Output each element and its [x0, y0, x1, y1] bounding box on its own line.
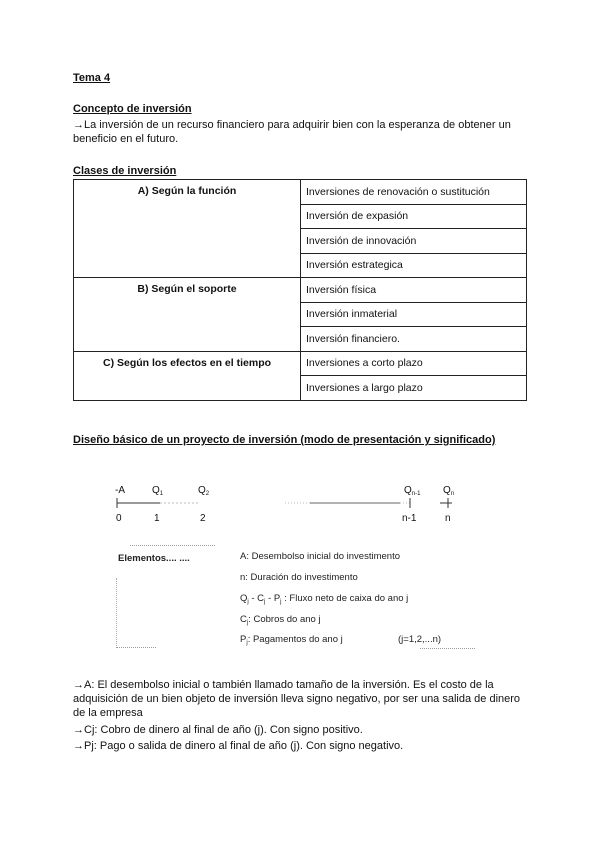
timeline-q: Q: [443, 485, 451, 496]
table-cell: Inversión física: [301, 278, 527, 303]
sub: j: [264, 599, 266, 605]
text: : Cobros do ano j: [248, 614, 321, 625]
timeline-axis: [110, 496, 470, 510]
table-row: [74, 351, 527, 376]
timeline-bottom-label: 0: [116, 513, 122, 524]
timeline-bottom-label: 2: [200, 513, 206, 524]
sym: Q: [240, 593, 248, 604]
group-label-c: C) Según los efectos en el tiempo: [74, 351, 301, 400]
divider: [116, 647, 156, 648]
timeline-bottom-label: 1: [154, 513, 160, 524]
text: : Fluxo neto de caixa do ano j: [281, 593, 409, 604]
group-label-b: B) Según el soporte: [74, 278, 301, 352]
timeline-bottom-label: n: [445, 513, 451, 524]
sub: j: [246, 620, 249, 626]
table-row: [74, 180, 527, 205]
timeline-sub: 1: [159, 491, 164, 497]
timeline-q: Q: [152, 485, 160, 496]
table-cell: Inversión estrategica: [301, 253, 527, 278]
clases-table: [73, 179, 527, 401]
table-cell: Inversión inmaterial: [301, 302, 527, 327]
elemento-range: (j=1,2,...n): [398, 634, 442, 645]
timeline-bottom-label: n-1: [402, 513, 417, 524]
timeline-sub: n-1: [411, 491, 421, 497]
sym: - P: [265, 593, 281, 604]
sub: j: [280, 599, 282, 605]
elementos-label: Elementos.... ....: [118, 553, 190, 564]
divider: [420, 648, 475, 649]
timeline-sub: n: [450, 491, 455, 497]
sub: j: [246, 640, 248, 646]
definicion-cj: →Cj: Cobro de dinero al final de año (j). Con signo positivo.: [73, 724, 363, 736]
text: : Pagamentos do ano j: [247, 634, 343, 645]
sym: C: [240, 614, 247, 625]
elemento-p: [240, 634, 343, 646]
definicion-a: →A: El desembolso inicial o también llamado tamaño de la inversión. Es el costo de la adquisición de un bien objeto de inversión lleva signo negativo, por ser una salida de dinero de la empresa: [73, 679, 521, 719]
definicion-pj: →Pj: Pago o salida de dinero al final de año (j). Con signo negativo.: [73, 740, 404, 752]
sub: j: [247, 599, 249, 605]
timeline-q: Q: [198, 485, 206, 496]
timeline-q: Q: [404, 485, 412, 496]
elemento-c: [240, 614, 321, 626]
divider: [130, 545, 215, 546]
sym: P: [240, 634, 247, 645]
concepto-text: →La inversión de un recurso financiero para adquirir bien con la esperanza de obtener un beneficio en el futuro.: [73, 119, 511, 145]
concepto-heading: Concepto de inversión: [73, 103, 192, 115]
table-cell: Inversión financiero.: [301, 327, 527, 352]
timeline-top-label: -A: [115, 485, 125, 496]
group-label-a: A) Según la función: [74, 180, 301, 278]
elemento-q: [240, 593, 408, 605]
table-cell: Inversión de innovación: [301, 229, 527, 254]
table-row: [74, 278, 527, 303]
diseno-heading: Diseño básico de un proyecto de inversión (modo de presentación y significado): [73, 434, 496, 446]
clases-heading: Clases de inversión: [73, 165, 177, 177]
table-cell: Inversiones de renovación o sustitución: [301, 180, 527, 205]
divider: [116, 578, 117, 646]
elemento-a: A: Desembolso inicial do investimento: [240, 551, 400, 562]
timeline-sub: 2: [205, 491, 210, 497]
elemento-n: n: Duración do investimento: [240, 572, 358, 583]
page-title: Tema 4: [73, 72, 111, 84]
table-cell: Inversiones a corto plazo: [301, 351, 527, 376]
table-cell: Inversión de expasión: [301, 204, 527, 229]
table-cell: Inversiones a largo plazo: [301, 376, 527, 401]
sym: - C: [248, 593, 265, 604]
